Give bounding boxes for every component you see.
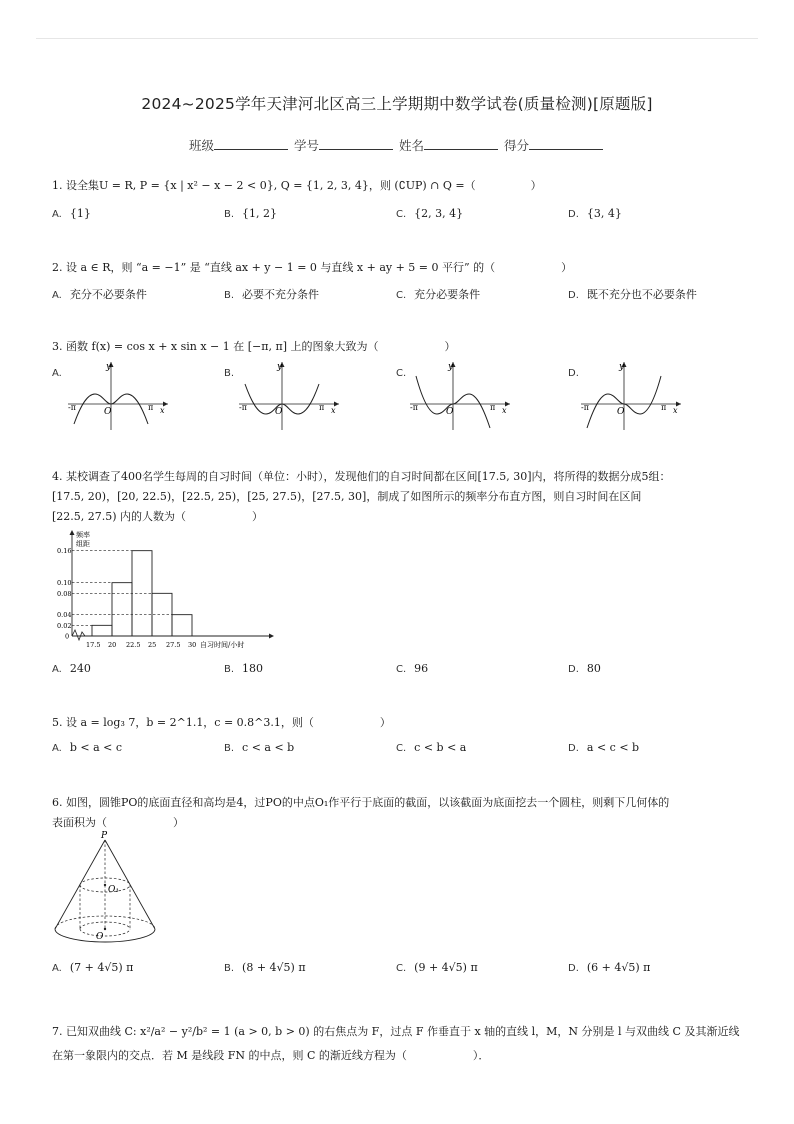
pi-label: π (490, 403, 496, 412)
question-number: 6. (52, 796, 63, 809)
header-rule (36, 38, 758, 39)
histogram-bar (92, 625, 112, 636)
option-a[interactable]: A. 充分不必要条件 (52, 288, 147, 301)
question-text-line-1: 6. 如图，圆锥PO的底面直径和高均是4，过PO的中点O₁作平行于底面的截面，以该截面为底面挖去一个圆柱，则剩下几何体的 (52, 796, 670, 809)
graph-option-b[interactable] (235, 358, 345, 432)
x-tick-label: 30 (188, 641, 197, 649)
question-text: 设全集U = R, P = {x | x² − x − 2 < 0}, Q = {1, 2, 3, 4}，则 (∁UP) ∩ Q =（ ） (66, 179, 542, 192)
option-d[interactable]: D. 80 (568, 662, 601, 675)
option-b[interactable]: B. c < a < b (224, 741, 295, 754)
x-tick-label: 20 (108, 641, 117, 649)
option-d[interactable]: D. (568, 368, 579, 379)
option-d[interactable]: D. (6 + 4√5) π (568, 961, 651, 974)
cone-base-front (55, 929, 155, 942)
question-text-line-1: 4. 某校调查了400名学生每周的自习时间（单位：小时），发现他们的自习时间都在区间[17.5, 30]内，将所得的数据分成5组： (52, 470, 671, 483)
option-d[interactable]: D. 既不充分也不必要条件 (568, 288, 697, 301)
vertex-label-p: P (101, 831, 108, 841)
pi-label: π (148, 403, 154, 412)
student-id-field[interactable] (294, 136, 395, 154)
student-id-label: 学号 (293, 138, 319, 153)
origin-label: O (617, 407, 625, 417)
x-axis-label: x (502, 406, 507, 415)
axis-break-icon (72, 630, 85, 640)
question-1 (52, 176, 752, 196)
cone-figure (52, 828, 162, 948)
question-text-line-2: 表面积为（ ） (52, 816, 184, 829)
origin-label: O (446, 407, 454, 417)
name-label: 姓名 (398, 138, 424, 153)
y-tick-label: 0.02 (57, 621, 72, 630)
pi-label: π (319, 403, 325, 412)
question-text: 设 a ∈ R，则 “a = −1” 是 “直线 ax + y − 1 = 0 与直线 x + ay + 5 = 0 平行” 的（ ） (66, 261, 573, 274)
option-b[interactable]: B. 必要不充分条件 (224, 288, 320, 301)
histogram-gridlines (72, 551, 172, 626)
question-text-line-3: [22.5, 27.5) 内的人数为（ ） (52, 510, 264, 523)
question-number: 1. (52, 179, 63, 192)
question-number: 7. (52, 1025, 63, 1038)
x-tick-label: 22.5 (126, 641, 141, 649)
graph-option-c[interactable] (406, 358, 516, 432)
question-1-options (52, 207, 752, 225)
x-axis-label: 自习时间/小时 (200, 641, 245, 649)
option-c[interactable]: C. 96 (396, 662, 429, 675)
y-tick-label: 0.08 (57, 589, 72, 598)
option-c[interactable]: C. (9 + 4√5) π (396, 961, 478, 974)
class-label: 班级 (188, 138, 214, 153)
score-field[interactable] (504, 136, 605, 154)
question-text: 函数 f(x) = cos x + x sin x − 1 在 [−π, π] 上的图象大致为（ ） (66, 340, 456, 353)
graph-option-a[interactable] (64, 358, 174, 432)
score-blank[interactable] (529, 137, 603, 150)
y-axis-label-bottom: 组距 (76, 540, 90, 548)
pi-label: π (661, 403, 667, 412)
option-c[interactable]: C. 充分必要条件 (396, 288, 481, 301)
y-tick-label: 0.16 (57, 547, 72, 556)
y-tick-label: 0.10 (57, 579, 72, 588)
question-6 (52, 793, 752, 833)
neg-pi-label: -π (68, 403, 76, 412)
option-b[interactable]: B. (8 + 4√5) π (224, 961, 306, 974)
y-tick-label: 0.04 (57, 611, 72, 620)
y-axis-label: y (619, 362, 625, 372)
option-b[interactable]: B. 180 (224, 662, 264, 675)
question-text-line-2: [17.5, 20)，[20, 22.5)，[22.5, 25)，[25, 27.5)，[27.5, 30]，制成了如图所示的频率分布直方图，则自习时间在区间 (52, 490, 642, 503)
student-id-blank[interactable] (319, 137, 393, 150)
center-label-o1: O₁ (108, 885, 119, 895)
option-a[interactable]: A. (52, 368, 62, 379)
option-b[interactable]: B. (224, 368, 235, 379)
question-text: 设 a = log₃ 7，b = 2^1.1，c = 0.8^3.1，则（ ） (66, 716, 391, 729)
y-axis-label: y (106, 362, 112, 372)
neg-pi-label: -π (410, 403, 418, 412)
point-o1 (104, 884, 106, 886)
x-tick-label: 17.5 (86, 641, 101, 649)
option-d[interactable]: D. a < c < b (568, 741, 640, 754)
question-7 (52, 1020, 752, 1068)
question-number: 5. (52, 716, 63, 729)
x-axis-label: x (331, 406, 336, 415)
graph-option-d[interactable] (577, 358, 687, 432)
neg-pi-label: -π (239, 403, 247, 412)
question-3 (52, 337, 752, 357)
name-field[interactable] (399, 136, 500, 154)
frequency-histogram (48, 528, 278, 656)
center-label-o: O (96, 932, 104, 942)
origin-label: O (104, 407, 112, 417)
option-c[interactable]: C. (396, 368, 407, 379)
x-tick-labels (86, 641, 196, 649)
x-axis-label: x (673, 406, 678, 415)
y-axis-label-top: 频率 (76, 531, 90, 539)
question-number: 2. (52, 261, 63, 274)
class-field[interactable] (189, 136, 290, 154)
question-text-line-2: 在第一象限内的交点．若 M 是线段 FN 的中点，则 C 的渐近线方程为（ ）． (52, 1049, 490, 1062)
question-number: 4. (52, 470, 63, 483)
point-o (104, 928, 106, 930)
question-number: 3. (52, 340, 63, 353)
x-tick-label: 27.5 (166, 641, 181, 649)
neg-pi-label: -π (581, 403, 589, 412)
question-text-line-1: 7. 已知双曲线 C: x²/a² − y²/b² = 1 (a > 0, b > 0) 的右焦点为 F，过点 F 作垂直于 x 轴的直线 l，M，N 分别是 l 与双曲线 C 及其渐近线 (52, 1025, 740, 1038)
x-axis-arrow-icon (269, 634, 274, 639)
y-tick-label: 0 (65, 632, 70, 641)
option-a[interactable]: A. (7 + 4√5) π (52, 961, 134, 974)
question-2-options (52, 286, 752, 304)
option-c[interactable]: C. {2, 3, 4} (396, 207, 464, 220)
option-a[interactable]: A. 240 (52, 662, 91, 675)
option-d[interactable]: D. {3, 4} (568, 207, 622, 220)
histogram-bar (172, 615, 192, 636)
x-axis-label: x (160, 406, 165, 415)
y-tick-labels (57, 547, 71, 640)
question-5-options (52, 741, 752, 759)
origin-label: O (275, 407, 283, 417)
option-a[interactable]: A. {1} (52, 207, 91, 220)
student-info-row (0, 136, 794, 154)
y-axis-label: y (448, 362, 454, 372)
class-blank[interactable] (214, 137, 288, 150)
option-a[interactable]: A. b < a < c (52, 741, 123, 754)
option-b[interactable]: B. {1, 2} (224, 207, 278, 220)
question-4-options (52, 662, 752, 680)
y-axis-arrow-icon (70, 530, 75, 535)
name-blank[interactable] (424, 137, 498, 150)
option-c[interactable]: C. c < b < a (396, 741, 467, 754)
question-6-options (52, 961, 752, 979)
question-2 (52, 258, 752, 278)
question-4 (52, 467, 752, 527)
page-title: 2024~2025学年天津河北区高三上学期期中数学试卷(质量检测)[原题版] (141, 95, 653, 113)
score-label: 得分 (503, 138, 529, 153)
y-axis-label: y (277, 362, 283, 372)
x-tick-label: 25 (148, 641, 157, 649)
question-5 (52, 713, 752, 733)
histogram-bar (112, 583, 132, 636)
